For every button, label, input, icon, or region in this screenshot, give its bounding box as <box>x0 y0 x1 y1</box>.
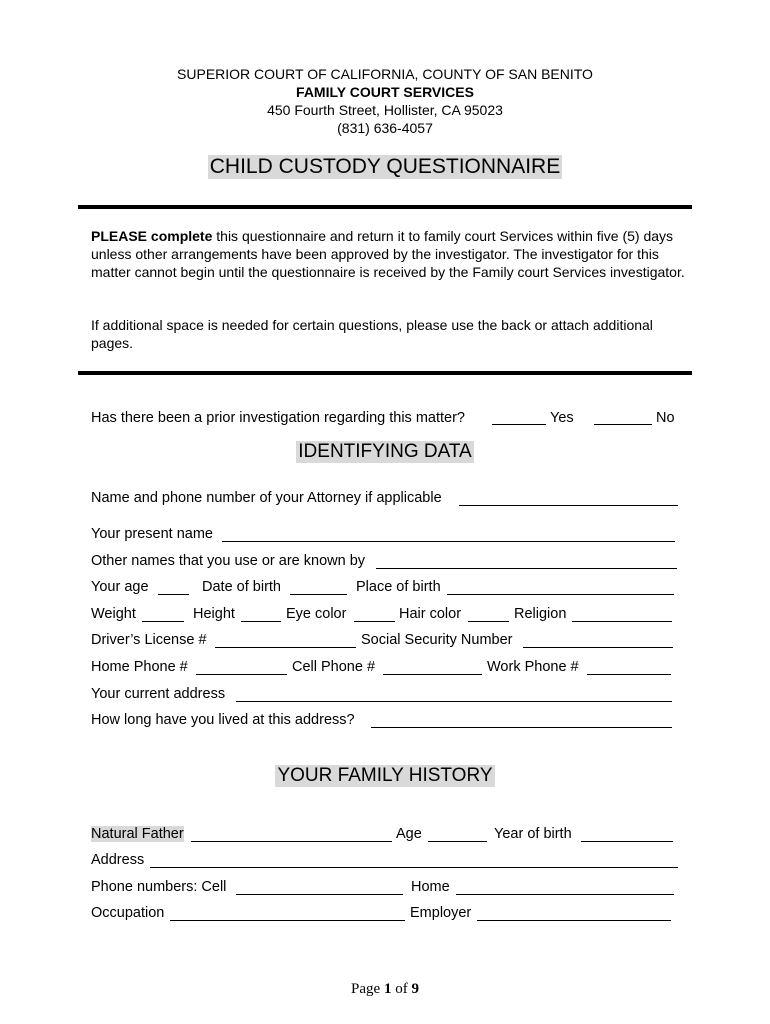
cell-phone-label: Cell Phone # <box>292 659 376 675</box>
prior-yes-label: Yes <box>550 410 574 426</box>
dob-label: Date of birth <box>202 579 281 595</box>
page-current: 1 <box>383 981 392 997</box>
father-home-label: Home <box>411 879 450 895</box>
instructions-lead: PLEASE complete <box>91 228 213 244</box>
father-address-label: Address <box>91 852 145 868</box>
cell-phone-field[interactable] <box>383 660 482 675</box>
hair-color-label: Hair color <box>399 606 462 622</box>
father-employer-field[interactable] <box>477 906 671 921</box>
father-yob-field[interactable] <box>581 827 673 842</box>
father-employer-label: Employer <box>410 905 472 921</box>
dob-field[interactable] <box>290 580 347 595</box>
license-label: Driver’s License # <box>91 632 207 648</box>
divider <box>78 371 692 375</box>
father-occupation-field[interactable] <box>170 906 405 921</box>
present-name-label: Your present name <box>91 526 213 542</box>
address-field[interactable] <box>236 687 672 702</box>
father-label: Natural Father <box>91 826 184 842</box>
height-field[interactable] <box>241 607 281 622</box>
work-phone-label: Work Phone # <box>487 659 579 675</box>
prior-yes-blank[interactable] <box>492 410 546 425</box>
court-phone: (831) 636-4057 <box>337 120 433 136</box>
ssn-label: Social Security Number <box>361 632 513 648</box>
divider <box>78 205 692 209</box>
eye-color-field[interactable] <box>354 607 395 622</box>
instructions-extra: If additional space is needed for certain questions, please use the back or attach additional pages. <box>91 317 653 351</box>
section-heading-family: YOUR FAMILY HISTORY <box>277 765 493 786</box>
other-names-field[interactable] <box>376 554 677 569</box>
father-cell-label: Phone numbers: Cell <box>91 879 227 895</box>
how-long-label: How long have you lived at this address? <box>91 712 355 728</box>
instructions-text: this questionnaire and return it to family court Services within five (5) days unless other arrangements have been approved by the investigator. The investigator for this matter cannot begin until the questionnaire is received by the Family court Services investigator. <box>91 228 685 280</box>
present-name-field[interactable] <box>222 527 675 542</box>
attorney-label: Name and phone number of your Attorney if applicable <box>91 490 442 506</box>
father-address-field[interactable] <box>150 853 678 868</box>
court-name: SUPERIOR COURT OF CALIFORNIA, COUNTY OF SAN BENITO <box>177 66 593 82</box>
eye-color-label: Eye color <box>286 606 347 622</box>
court-address: 450 Fourth Street, Hollister, CA 95023 <box>267 102 503 118</box>
father-age-label: Age <box>396 826 422 842</box>
home-phone-field[interactable] <box>196 660 287 675</box>
division-name: FAMILY COURT SERVICES <box>296 84 474 100</box>
religion-field[interactable] <box>572 607 672 622</box>
age-field[interactable] <box>158 580 189 595</box>
work-phone-field[interactable] <box>587 660 671 675</box>
address-label: Your current address <box>91 686 226 702</box>
pob-field[interactable] <box>447 580 674 595</box>
hair-color-field[interactable] <box>468 607 509 622</box>
page-total: 9 <box>411 981 419 997</box>
license-field[interactable] <box>215 633 356 648</box>
father-yob-label: Year of birth <box>494 826 572 842</box>
father-home-field[interactable] <box>456 880 674 895</box>
father-field[interactable] <box>191 827 392 842</box>
father-age-field[interactable] <box>428 827 487 842</box>
prior-no-blank[interactable] <box>594 410 652 425</box>
father-cell-field[interactable] <box>236 880 403 895</box>
pob-label: Place of birth <box>356 579 441 595</box>
page-of: of <box>395 981 408 997</box>
weight-field[interactable] <box>142 607 184 622</box>
instructions <box>91 227 691 281</box>
prior-no-label: No <box>656 410 675 426</box>
prior-investigation-question: Has there been a prior investigation regarding this matter? <box>91 410 465 426</box>
other-names-label: Other names that you use or are known by <box>91 553 366 569</box>
religion-label: Religion <box>514 606 567 622</box>
ssn-field[interactable] <box>523 633 673 648</box>
weight-label: Weight <box>91 606 136 622</box>
home-phone-label: Home Phone # <box>91 659 188 675</box>
section-heading-identifying: IDENTIFYING DATA <box>298 441 472 462</box>
height-label: Height <box>193 606 235 622</box>
age-label: Your age <box>91 579 149 595</box>
attorney-field[interactable] <box>459 491 678 506</box>
page-number <box>0 981 770 998</box>
page-title: CHILD CUSTODY QUESTIONNAIRE <box>209 155 561 178</box>
page-label: Page <box>351 981 381 997</box>
father-occupation-label: Occupation <box>91 905 165 921</box>
how-long-field[interactable] <box>371 713 672 728</box>
